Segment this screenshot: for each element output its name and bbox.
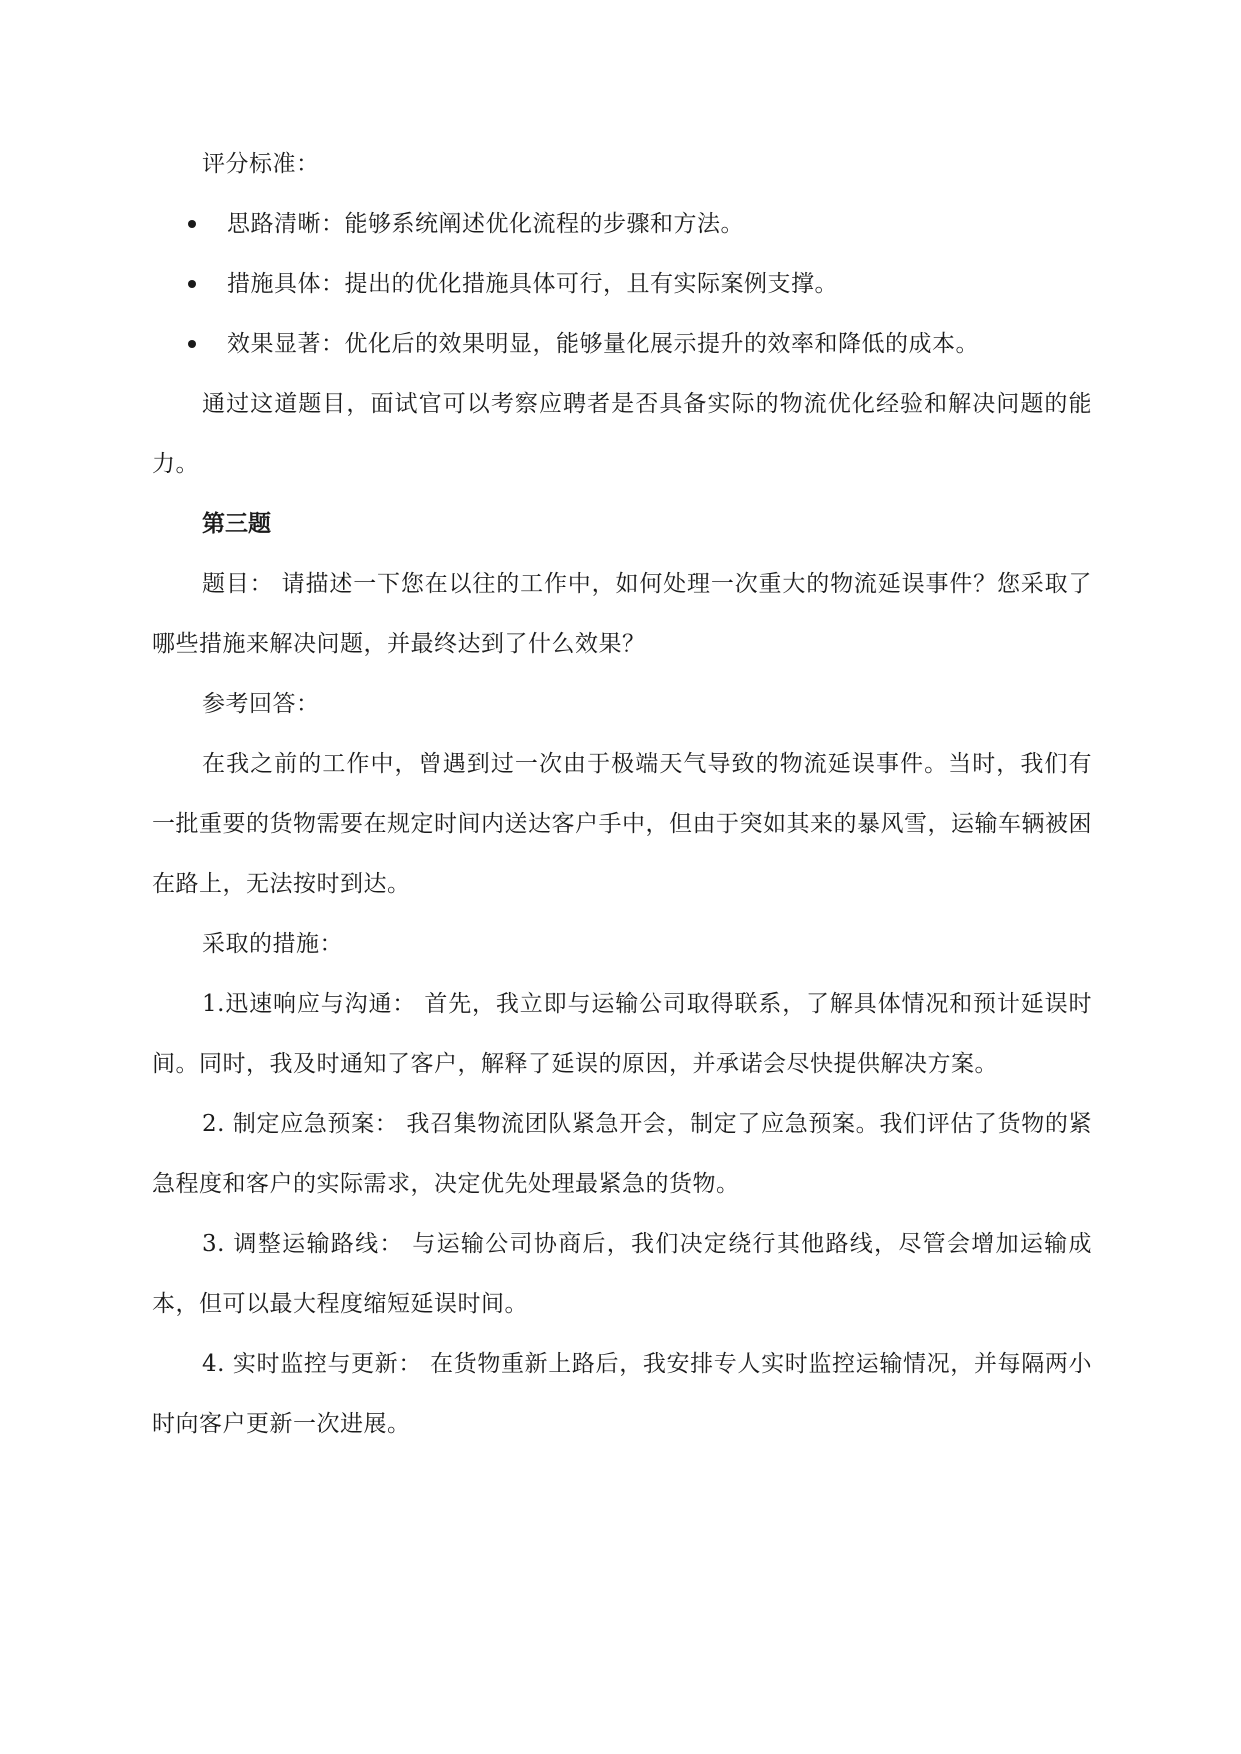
answer-intro: 在我之前的工作中，曾遇到过一次由于极端天气导致的物流延误事件。当时，我们有一批重要的货物需要在规定时间内送达客户手中，但由于突如其来的暴风雪，运输车辆被困在路上，无法按时到达。 — [152, 751, 1092, 897]
scoring-criteria-list — [152, 194, 1092, 374]
criteria-item — [152, 254, 1092, 314]
bullet-icon — [188, 220, 196, 228]
criteria-text: 思路清晰：能够系统阐述优化流程的步骤和方法。 — [227, 211, 744, 237]
measure-item: 3. 调整运输路线： 与运输公司协商后，我们决定绕行其他路线，尽管会增加运输成本，但可以最大程度缩短延误时间。 — [152, 1231, 1092, 1317]
criteria-text: 效果显著：优化后的效果明显，能够量化展示提升的效率和降低的成本。 — [227, 331, 979, 357]
criteria-text: 措施具体：提出的优化措施具体可行，且有实际案例支撑。 — [227, 271, 838, 297]
criteria-item — [152, 194, 1092, 254]
answer-label: 参考回答： — [202, 691, 320, 717]
measures-label: 采取的措施： — [202, 931, 343, 957]
criteria-item — [152, 314, 1092, 374]
question-heading: 第三题 — [202, 511, 271, 537]
document-page — [152, 134, 1092, 1454]
scoring-title: 评分标准： — [202, 151, 320, 177]
bullet-icon — [188, 280, 196, 288]
measure-item: 2. 制定应急预案： 我召集物流团队紧急开会，制定了应急预案。我们评估了货物的紧急程度和客户的实际需求，决定优先处理最紧急的货物。 — [152, 1111, 1092, 1197]
scoring-summary: 通过这道题目，面试官可以考察应聘者是否具备实际的物流优化经验和解决问题的能力。 — [152, 391, 1092, 477]
measure-item: 1.迅速响应与沟通： 首先，我立即与运输公司取得联系，了解具体情况和预计延误时间。同时，我及时通知了客户，解释了延误的原因，并承诺会尽快提供解决方案。 — [152, 991, 1092, 1077]
question-prompt: 题目： 请描述一下您在以往的工作中，如何处理一次重大的物流延误事件？您采取了哪些措施来解决问题，并最终达到了什么效果？ — [152, 571, 1092, 657]
bullet-icon — [188, 340, 196, 348]
measure-item: 4. 实时监控与更新： 在货物重新上路后，我安排专人实时监控运输情况，并每隔两小时向客户更新一次进展。 — [152, 1351, 1092, 1437]
